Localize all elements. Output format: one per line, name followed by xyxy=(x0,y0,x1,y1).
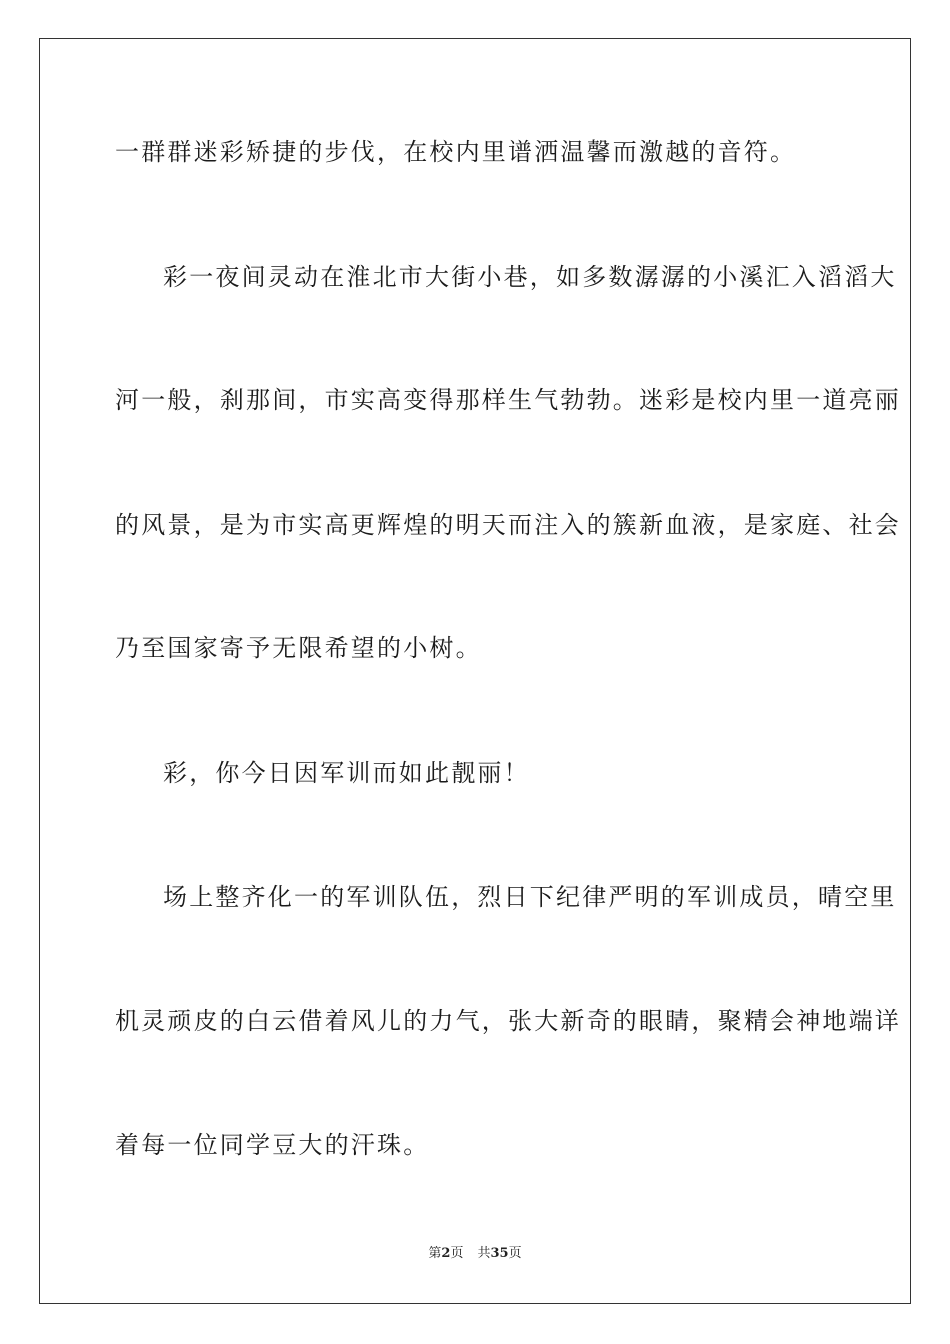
total-pages: 35 xyxy=(490,1246,509,1261)
text-line: 机灵顽皮的白云借着风儿的力气，张大新奇的眼睛，聚精会神地端详 xyxy=(115,1007,901,1035)
total-prefix: 共 xyxy=(477,1246,491,1261)
paragraph-first-line: 彩，你今日因军训而如此靓丽！ xyxy=(163,759,530,787)
page-prefix: 第 xyxy=(428,1246,442,1261)
text-line: 乃至国家寄予无限希望的小树。 xyxy=(115,634,482,662)
text-line: 的风景，是为市实高更辉煌的明天而注入的簇新血液，是家庭、社会 xyxy=(115,511,901,539)
page-footer xyxy=(0,1245,950,1263)
page-number: 2 xyxy=(441,1246,451,1261)
paragraph-first-line: 彩一夜间灵动在淮北市大街小巷，如多数潺潺的小溪汇入滔滔大 xyxy=(163,263,897,291)
paragraph-first-line: 场上整齐化一的军训队伍，烈日下纪律严明的军训成员，晴空里 xyxy=(163,883,897,911)
text-line: 河一般，刹那间，市实高变得那样生气勃勃。迷彩是校内里一道亮丽 xyxy=(115,386,901,414)
total-suffix: 页 xyxy=(508,1246,522,1261)
page-suffix: 页 xyxy=(450,1246,464,1261)
text-line: 一群群迷彩矫捷的步伐，在校内里谱洒温馨而激越的音符。 xyxy=(115,138,797,166)
text-line: 着每一位同学豆大的汗珠。 xyxy=(115,1131,430,1159)
page-border xyxy=(39,38,911,1304)
